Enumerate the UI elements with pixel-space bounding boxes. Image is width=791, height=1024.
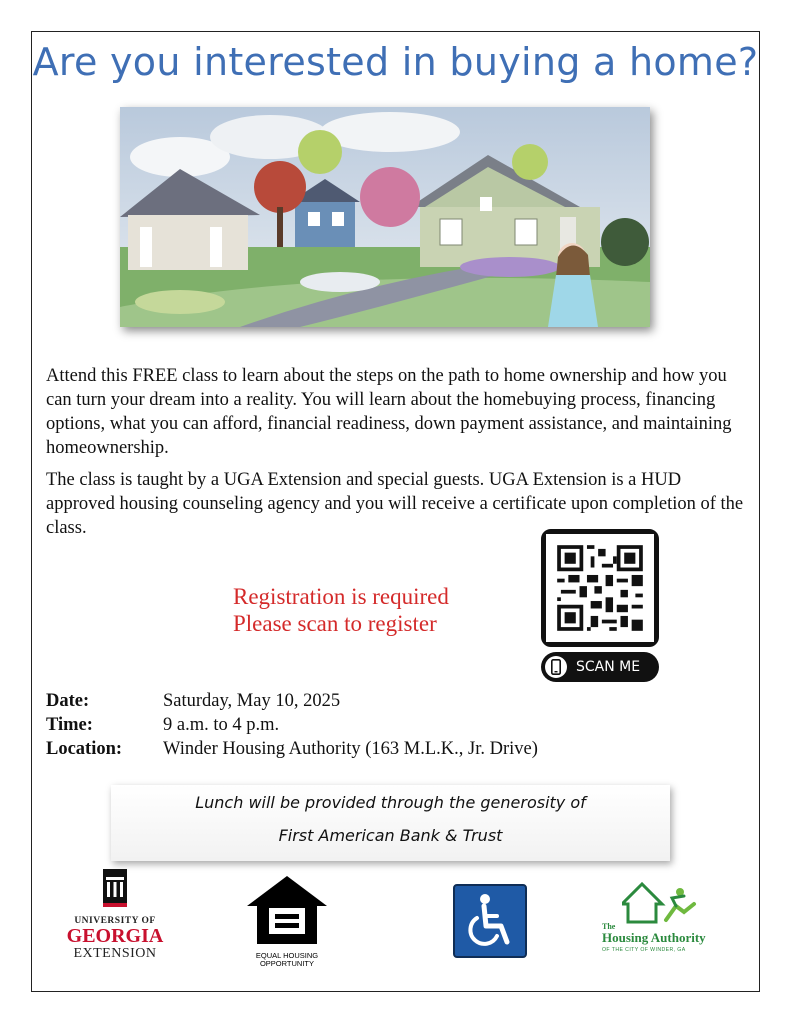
- event-details: [46, 691, 538, 763]
- wheelchair-icon: [455, 886, 525, 956]
- uga-extension-text: EXTENSION: [73, 946, 157, 961]
- instructor-paragraph: The class is taught by a UGA Extension and special guests. UGA Extension is a HUD approved housing counseling agency and you will receive a certificate upon completion of the class.: [46, 470, 744, 538]
- uga-georgia-text: GEORGIA: [66, 925, 164, 947]
- ha-sub-text: OF THE CITY OF WINDER, GA: [602, 947, 686, 953]
- date-label: Date:: [46, 691, 90, 711]
- hero-illustration: [120, 107, 650, 327]
- registration-required-text: Registration is required: [233, 584, 449, 609]
- uga-university-text: UNIVERSITY OF: [74, 916, 156, 926]
- scan-me-button[interactable]: [541, 652, 659, 682]
- date-value: Saturday, May 10, 2025: [163, 691, 341, 711]
- ha-the-text: The: [602, 922, 616, 931]
- arch-icon: [102, 868, 128, 908]
- time-row: [46, 715, 538, 739]
- sponsor-name: First American Bank & Trust: [278, 826, 503, 845]
- scan-me-label: SCAN ME: [576, 659, 641, 675]
- housing-authority-logo: [600, 882, 712, 958]
- date-row: [46, 691, 538, 715]
- house-runner-icon: [622, 882, 702, 926]
- lunch-line: Lunch will be provided through the generosity of: [195, 793, 586, 812]
- location-row: [46, 739, 538, 763]
- time-label: Time:: [46, 715, 93, 735]
- qr-code[interactable]: [541, 529, 659, 647]
- equal-housing-house-icon: [245, 874, 329, 946]
- accessibility-logo: [453, 884, 527, 958]
- location-label: Location:: [46, 739, 123, 759]
- location-value: Winder Housing Authority (163 M.L.K., Jr. Drive): [163, 739, 538, 759]
- eho-line1: EQUAL HOUSING: [255, 951, 319, 960]
- eho-line2: OPPORTUNITY: [259, 959, 315, 968]
- page-title: Are you interested in buying a home?: [32, 40, 759, 84]
- time-value: 9 a.m. to 4 p.m.: [163, 715, 280, 735]
- intro-paragraph: Attend this FREE class to learn about the steps on the path to home ownership and how you can turn your dream into a reality. You will learn about the homebuying process, financing options, what you can afford, financial readiness, down payment assistance, and maintaining homeownership.: [46, 366, 732, 458]
- ha-name-text: Housing Authority: [602, 930, 706, 945]
- lunch-banner: [111, 785, 670, 861]
- equal-housing-logo: [245, 874, 329, 966]
- uga-extension-logo: [60, 868, 170, 964]
- scan-to-register-text: Please scan to register: [233, 611, 437, 636]
- phone-icon: [545, 656, 567, 678]
